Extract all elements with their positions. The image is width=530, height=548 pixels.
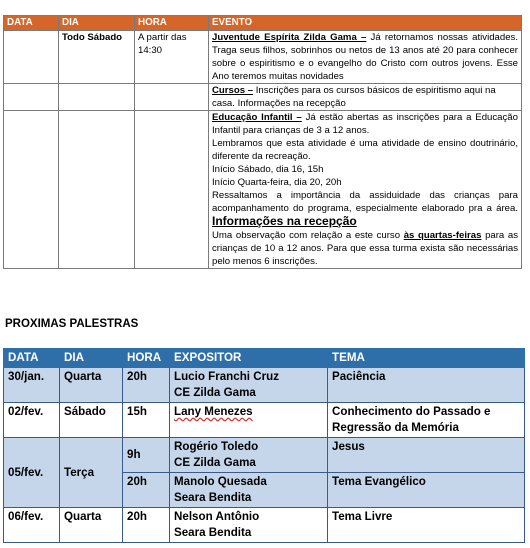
- talk-tema: Jesus: [328, 438, 525, 473]
- table-row: [4, 438, 525, 473]
- events-header-evento: EVENTO: [209, 16, 522, 31]
- speaker-center: Seara Bendita: [174, 491, 252, 504]
- table-row: [4, 508, 525, 543]
- speaker-name: Rogério Toledo: [174, 440, 259, 453]
- talk-hora: 20h: [123, 473, 170, 508]
- talk-tema: Paciência: [328, 368, 525, 403]
- event-body: para as crianças de 10 a 12 anos. Para que essa turma exista são necessárias pelo menos 6 inscrições.: [212, 230, 519, 267]
- talk-dia: Terça: [60, 438, 123, 508]
- events-table: [3, 15, 522, 269]
- talk-tema: Conhecimento do Passado e Regressão da Memória: [328, 403, 525, 438]
- table-row: [4, 403, 525, 438]
- talk-data: 05/fev.: [4, 438, 60, 508]
- event-description: [209, 84, 522, 111]
- talk-expositor: [170, 368, 328, 403]
- talks-header-tema: TEMA: [328, 349, 525, 368]
- event-data-cell: [4, 31, 59, 84]
- talk-data: 06/fev.: [4, 508, 60, 543]
- talk-hora: 9h: [123, 438, 170, 473]
- speaker-name: Lucio Franchi Cruz: [174, 370, 279, 383]
- event-title: Educação Infantil –: [212, 112, 302, 123]
- talk-data: 02/fev.: [4, 403, 60, 438]
- speaker-name: Manolo Quesada: [174, 475, 267, 488]
- event-hora-cell: A partir das 14:30: [135, 31, 209, 84]
- events-header-hora: HORA: [135, 16, 209, 31]
- section-title: PROXIMAS PALESTRAS: [5, 318, 139, 330]
- event-description: [209, 111, 522, 269]
- talk-expositor: [170, 473, 328, 508]
- speaker-center: CE Zilda Gama: [174, 386, 256, 399]
- talk-hora: 20h: [123, 368, 170, 403]
- talks-table: [3, 348, 525, 543]
- event-dia-cell: Todo Sábado: [59, 31, 135, 84]
- talk-dia: Sábado: [60, 403, 123, 438]
- event-title: Juventude Espírita Zilda Gama –: [212, 32, 367, 43]
- speaker-name: Lany Menezes: [174, 405, 253, 418]
- talk-hora: 20h: [123, 508, 170, 543]
- talk-dia: Quarta: [60, 508, 123, 543]
- talk-hora: 15h: [123, 403, 170, 438]
- event-row-juventude: [4, 31, 522, 84]
- events-header-data: DATA: [4, 16, 59, 31]
- talks-header-data: DATA: [4, 349, 60, 368]
- event-body: Já estão abertas as inscrições para a Educação Infantil para crianças de 3 a 12 anos.: [212, 112, 518, 136]
- events-header-row: [4, 16, 522, 31]
- table-row: [4, 368, 525, 403]
- talks-header-dia: DIA: [60, 349, 123, 368]
- event-highlight: às quartas-feiras: [403, 230, 482, 241]
- event-description: [209, 31, 522, 84]
- event-info-link: Informações na recepção: [212, 214, 357, 228]
- talks-header-row: [4, 349, 525, 368]
- talks-header-expositor: EXPOSITOR: [170, 349, 328, 368]
- talk-expositor: [170, 438, 328, 473]
- speaker-center: CE Zilda Gama: [174, 456, 256, 469]
- talks-header-hora: HORA: [123, 349, 170, 368]
- speaker-name: Nelson Antônio: [174, 510, 260, 523]
- event-body: Inscrições para os cursos básicos de espiritismo aqui na casa. Informações na recepção: [212, 85, 496, 109]
- talk-tema: Tema Livre: [328, 508, 525, 543]
- speaker-center: Seara Bendita: [174, 526, 252, 539]
- talk-tema: Tema Evangélico: [328, 473, 525, 508]
- event-row-educacao: [4, 111, 522, 269]
- event-body: Já retornamos nossas atividades. Traga seus filhos, sobrinhos ou netos de 13 anos até 20 para conhecer sobre o espiritismo e o evangelho do Cristo com outros jovens. Esse Ano teremos muitas novidades: [212, 32, 518, 82]
- talk-data: 30/jan.: [4, 368, 60, 403]
- event-start-wednesday: Início Quarta-feira, dia 20, 20h: [212, 177, 342, 188]
- event-body: Lembramos que esta atividade é uma atividade de ensino doutrinário, diferente da recreação.: [212, 138, 518, 162]
- event-body: Ressaltamos a importância da assiduidade das crianças para acompanhamento do programa, especialmente elaborado pra a área.: [212, 190, 518, 214]
- event-row-cursos: [4, 84, 522, 111]
- events-header-dia: DIA: [59, 16, 135, 31]
- talk-expositor: [170, 403, 328, 438]
- talk-expositor: [170, 508, 328, 543]
- talk-dia: Quarta: [60, 368, 123, 403]
- event-start-saturday: Início Sábado, dia 16, 15h: [212, 164, 324, 175]
- event-body: Uma observação com relação a este curso: [212, 230, 401, 241]
- event-title: Cursos –: [212, 85, 254, 96]
